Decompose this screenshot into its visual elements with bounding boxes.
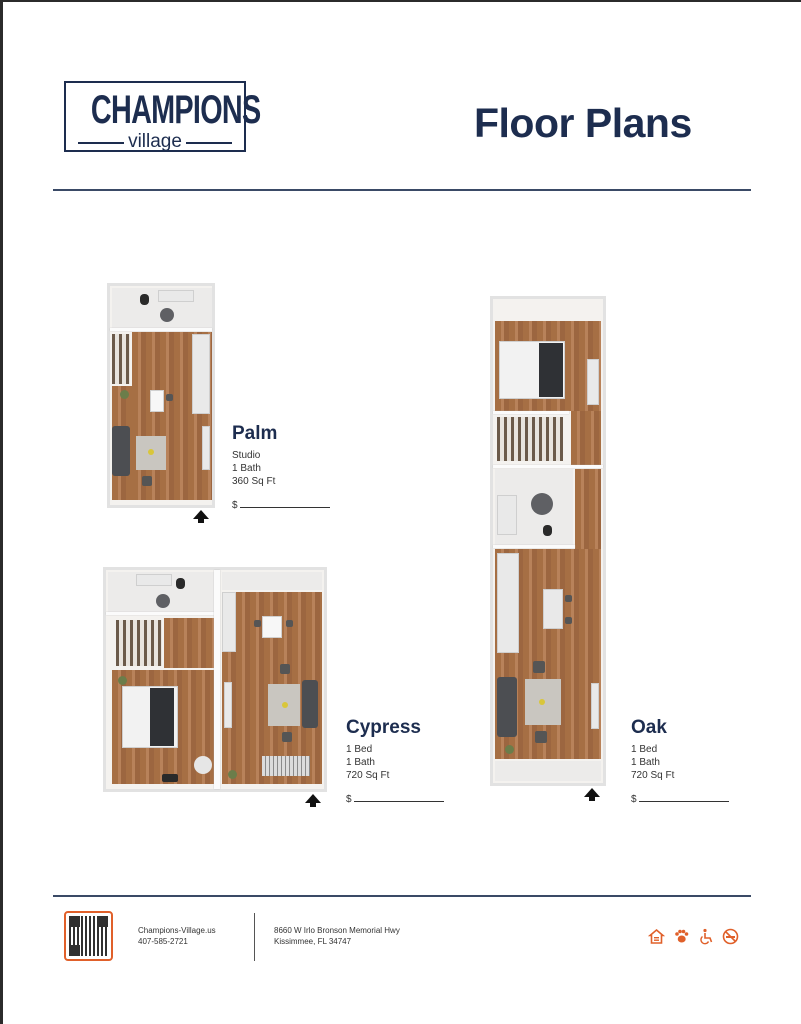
pet-friendly-icon — [673, 928, 690, 945]
palm-floorplan-image — [107, 283, 215, 508]
header-divider — [53, 189, 751, 191]
oak-floorplan-image — [490, 296, 606, 786]
address-line-1: 8660 W Irlo Bronson Memorial Hwy — [274, 926, 400, 935]
palm-type: Studio — [232, 450, 261, 461]
oak-type: 1 Bed — [631, 744, 658, 755]
cypress-bath: 1 Bath — [346, 757, 375, 768]
accessible-icon — [698, 928, 715, 945]
champions-village-logo — [64, 81, 261, 152]
phone-number[interactable]: 407-585-2721 — [138, 937, 188, 946]
palm-size: 360 Sq Ft — [232, 476, 276, 487]
logo-sub — [66, 132, 244, 152]
palm-bath: 1 Bath — [232, 463, 261, 474]
page-frame-top — [0, 0, 801, 2]
no-smoking-icon — [722, 928, 739, 945]
cypress-price-field — [346, 794, 444, 805]
address-line-2: Kissimmee, FL 34747 — [274, 937, 352, 946]
website-link[interactable]: Champions-Village.us — [138, 926, 216, 935]
palm-entrance-arrow-icon — [193, 510, 209, 519]
oak-price-blank — [639, 801, 729, 802]
palm-price-blank — [240, 507, 330, 508]
oak-entrance-arrow-icon — [584, 788, 600, 797]
cypress-floorplan-image — [103, 567, 327, 792]
oak-plan-name: Oak — [631, 717, 667, 738]
qr-code-icon[interactable] — [64, 911, 113, 961]
footer-vertical-divider — [254, 913, 255, 961]
cypress-plan-name: Cypress — [346, 717, 421, 738]
address-info — [274, 925, 400, 947]
logo-main-text: CHAMPIONS — [90, 88, 261, 132]
footer-divider — [53, 895, 751, 897]
cypress-price-prefix: $ — [346, 794, 352, 805]
oak-price-prefix: $ — [631, 794, 637, 805]
cypress-entrance-arrow-icon — [305, 794, 321, 803]
oak-plan-specs — [631, 743, 674, 782]
oak-price-field — [631, 794, 729, 805]
cypress-size: 720 Sq Ft — [346, 770, 390, 781]
page-frame-left — [0, 0, 3, 1024]
equal-housing-icon — [648, 928, 665, 945]
palm-plan-specs — [232, 449, 275, 488]
palm-price-prefix: $ — [232, 500, 238, 511]
oak-size: 720 Sq Ft — [631, 770, 675, 781]
logo-sub-text: village — [128, 131, 182, 152]
cypress-price-blank — [354, 801, 444, 802]
palm-price-field — [232, 500, 330, 511]
cypress-type: 1 Bed — [346, 744, 373, 755]
page-title: Floor Plans — [474, 100, 692, 146]
contact-info — [138, 925, 216, 947]
logo-line-right — [186, 142, 232, 144]
palm-plan-name: Palm — [232, 423, 278, 444]
cypress-plan-specs — [346, 743, 389, 782]
oak-bath: 1 Bath — [631, 757, 660, 768]
